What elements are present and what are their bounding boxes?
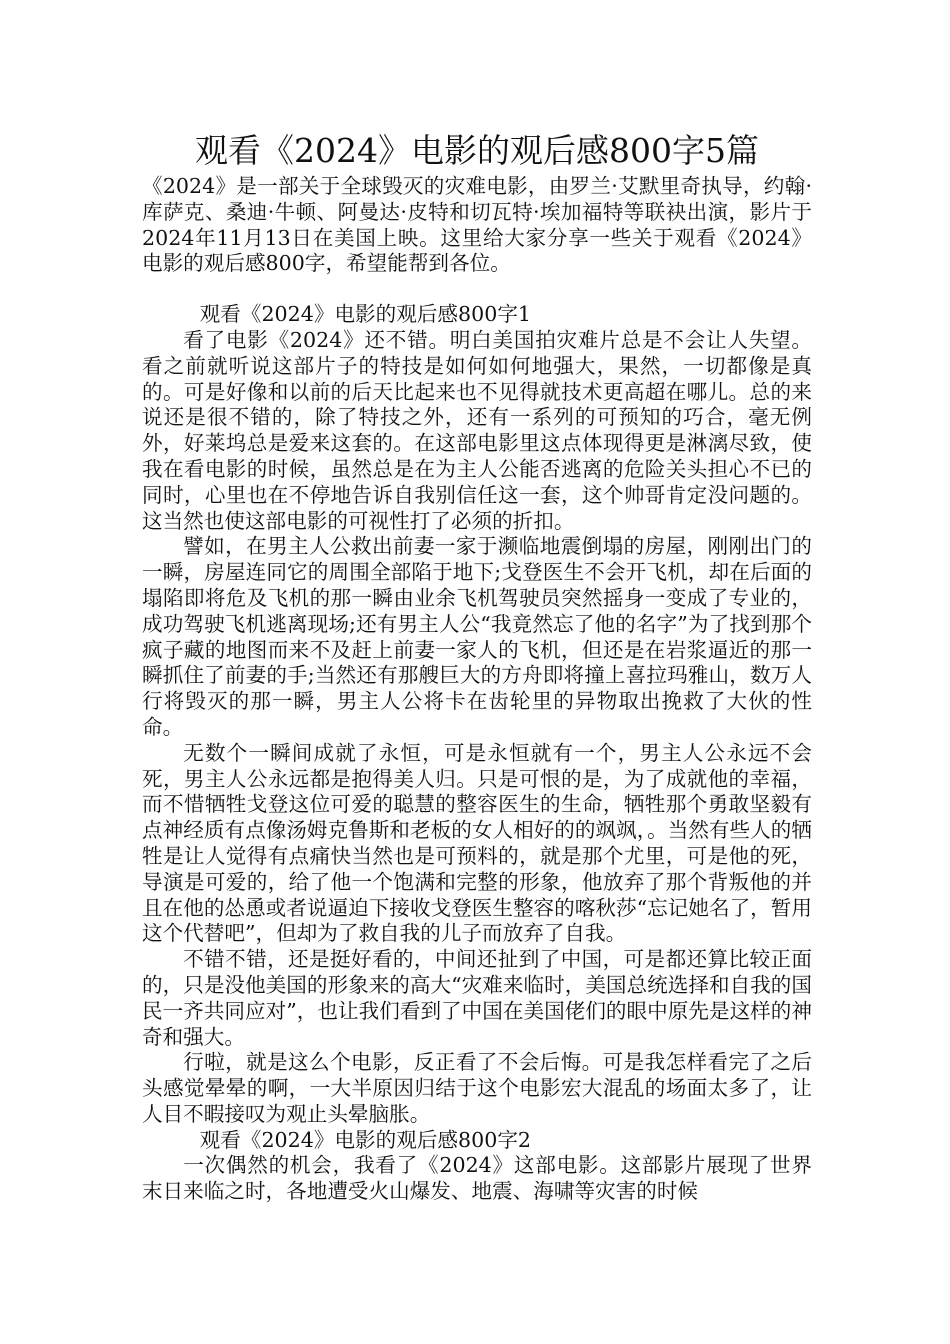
body-paragraph: 一次偶然的机会，我看了《2024》这部电影。这部影片展现了世界末日来临之时，各地遭受火山爆发、地震、海啸等灾害的时候 bbox=[142, 1153, 812, 1204]
body-paragraph: 看了电影《2024》还不错。明白美国拍灾难片总是不会让人失望。看之前就听说这部片子的特技是如何如何地强大，果然，一切都像是真的。可是好像和以前的后天比起来也不见得就技术更高超在哪儿。总的来说还是很不错的，除了特技之外，还有一系列的可预知的巧合，毫无例外，好莱坞总是爱来这套的。在这部电影里这点体现得更是淋漓尽致，使我在看电影的时候，虽然总是在为主人公能否逃离的危险关头担心不已的同时，心里也在不停地告诉自我别信任这一套，这个帅哥肯定没问题的。这当然也使这部电影的可视性打了必须的折扣。 bbox=[142, 327, 812, 533]
document-page bbox=[142, 128, 812, 1205]
body-paragraph: 不错不错，还是挺好看的，中间还扯到了中国，可是都还算比较正面的，只是没他美国的形象来的高大“灾难来临时，美国总统选择和自我的国民一齐共同应对”，也让我们看到了中国在美国佬们的眼中原先是这样的神奇和强大。 bbox=[142, 947, 812, 1049]
body-paragraph: 譬如，在男主人公救出前妻一家于濒临地震倒塌的房屋，刚刚出门的一瞬，房屋连同它的周围全部陷于地下;戈登医生不会开飞机，却在后面的塌陷即将危及飞机的那一瞬由业余飞机驾驶员突然摇身一变成了专业的，成功驾驶飞机逃离现场;还有男主人公“我竟然忘了他的名字”为了找到那个疯子藏的地图而来不及赶上前妻一家人的飞机，但还是在岩浆逼近的那一瞬抓住了前妻的手;当然还有那艘巨大的方舟即将撞上喜拉玛雅山，数万人行将毁灭的那一瞬，男主人公将卡在齿轮里的异物取出挽救了大伙的性命。 bbox=[142, 534, 812, 739]
document-title: 观看《2024》电影的观后感800字5篇 bbox=[195, 131, 759, 170]
section-heading-2: 观看《2024》电影的观后感800字2 bbox=[199, 1127, 532, 1152]
intro-paragraph: 《2024》是一部关于全球毁灭的灾难电影，由罗兰·艾默里奇执导，约翰·库萨克、桑迪·牛顿、阿曼达·皮特和切瓦特·埃加福特等联袂出演，影片于2024年11月13日在美国上映。这里给大家分享一些关于观看《2024》电影的观后感800字，希望能帮到各位。 bbox=[142, 174, 812, 276]
paragraph-gap bbox=[142, 277, 812, 302]
document-body bbox=[142, 174, 812, 1205]
body-paragraph: 行啦，就是这么个电影，反正看了不会后悔。可是我怎样看完了之后头感觉晕晕的啊，一大半原因归结于这个电影宏大混乱的场面太多了，让人目不暇接叹为观止头晕脑胀。 bbox=[142, 1050, 812, 1126]
body-paragraph: 无数个一瞬间成就了永恒，可是永恒就有一个，男主人公永远不会死，男主人公永远都是抱得美人归。只是可恨的是，为了成就他的幸福，而不惜牺牲戈登这位可爱的聪慧的整容医生的生命，牺牲那个勇敢坚毅有点神经质有点像汤姆克鲁斯和老板的女人相好的的飒飒，。当然有些人的牺牲是让人觉得有点痛快当然也是可预料的，就是那个尤里，可是他的死，导演是可爱的，给了他一个饱满和完整的形象，他放弃了那个背叛他的并且在他的怂恿或者说逼迫下接收戈登医生整容的喀秋莎“忘记她名了，暂用这个代替吧”，但却为了救自我的儿子而放弃了自我。 bbox=[142, 740, 812, 946]
section-heading-1: 观看《2024》电影的观后感800字1 bbox=[199, 302, 532, 327]
